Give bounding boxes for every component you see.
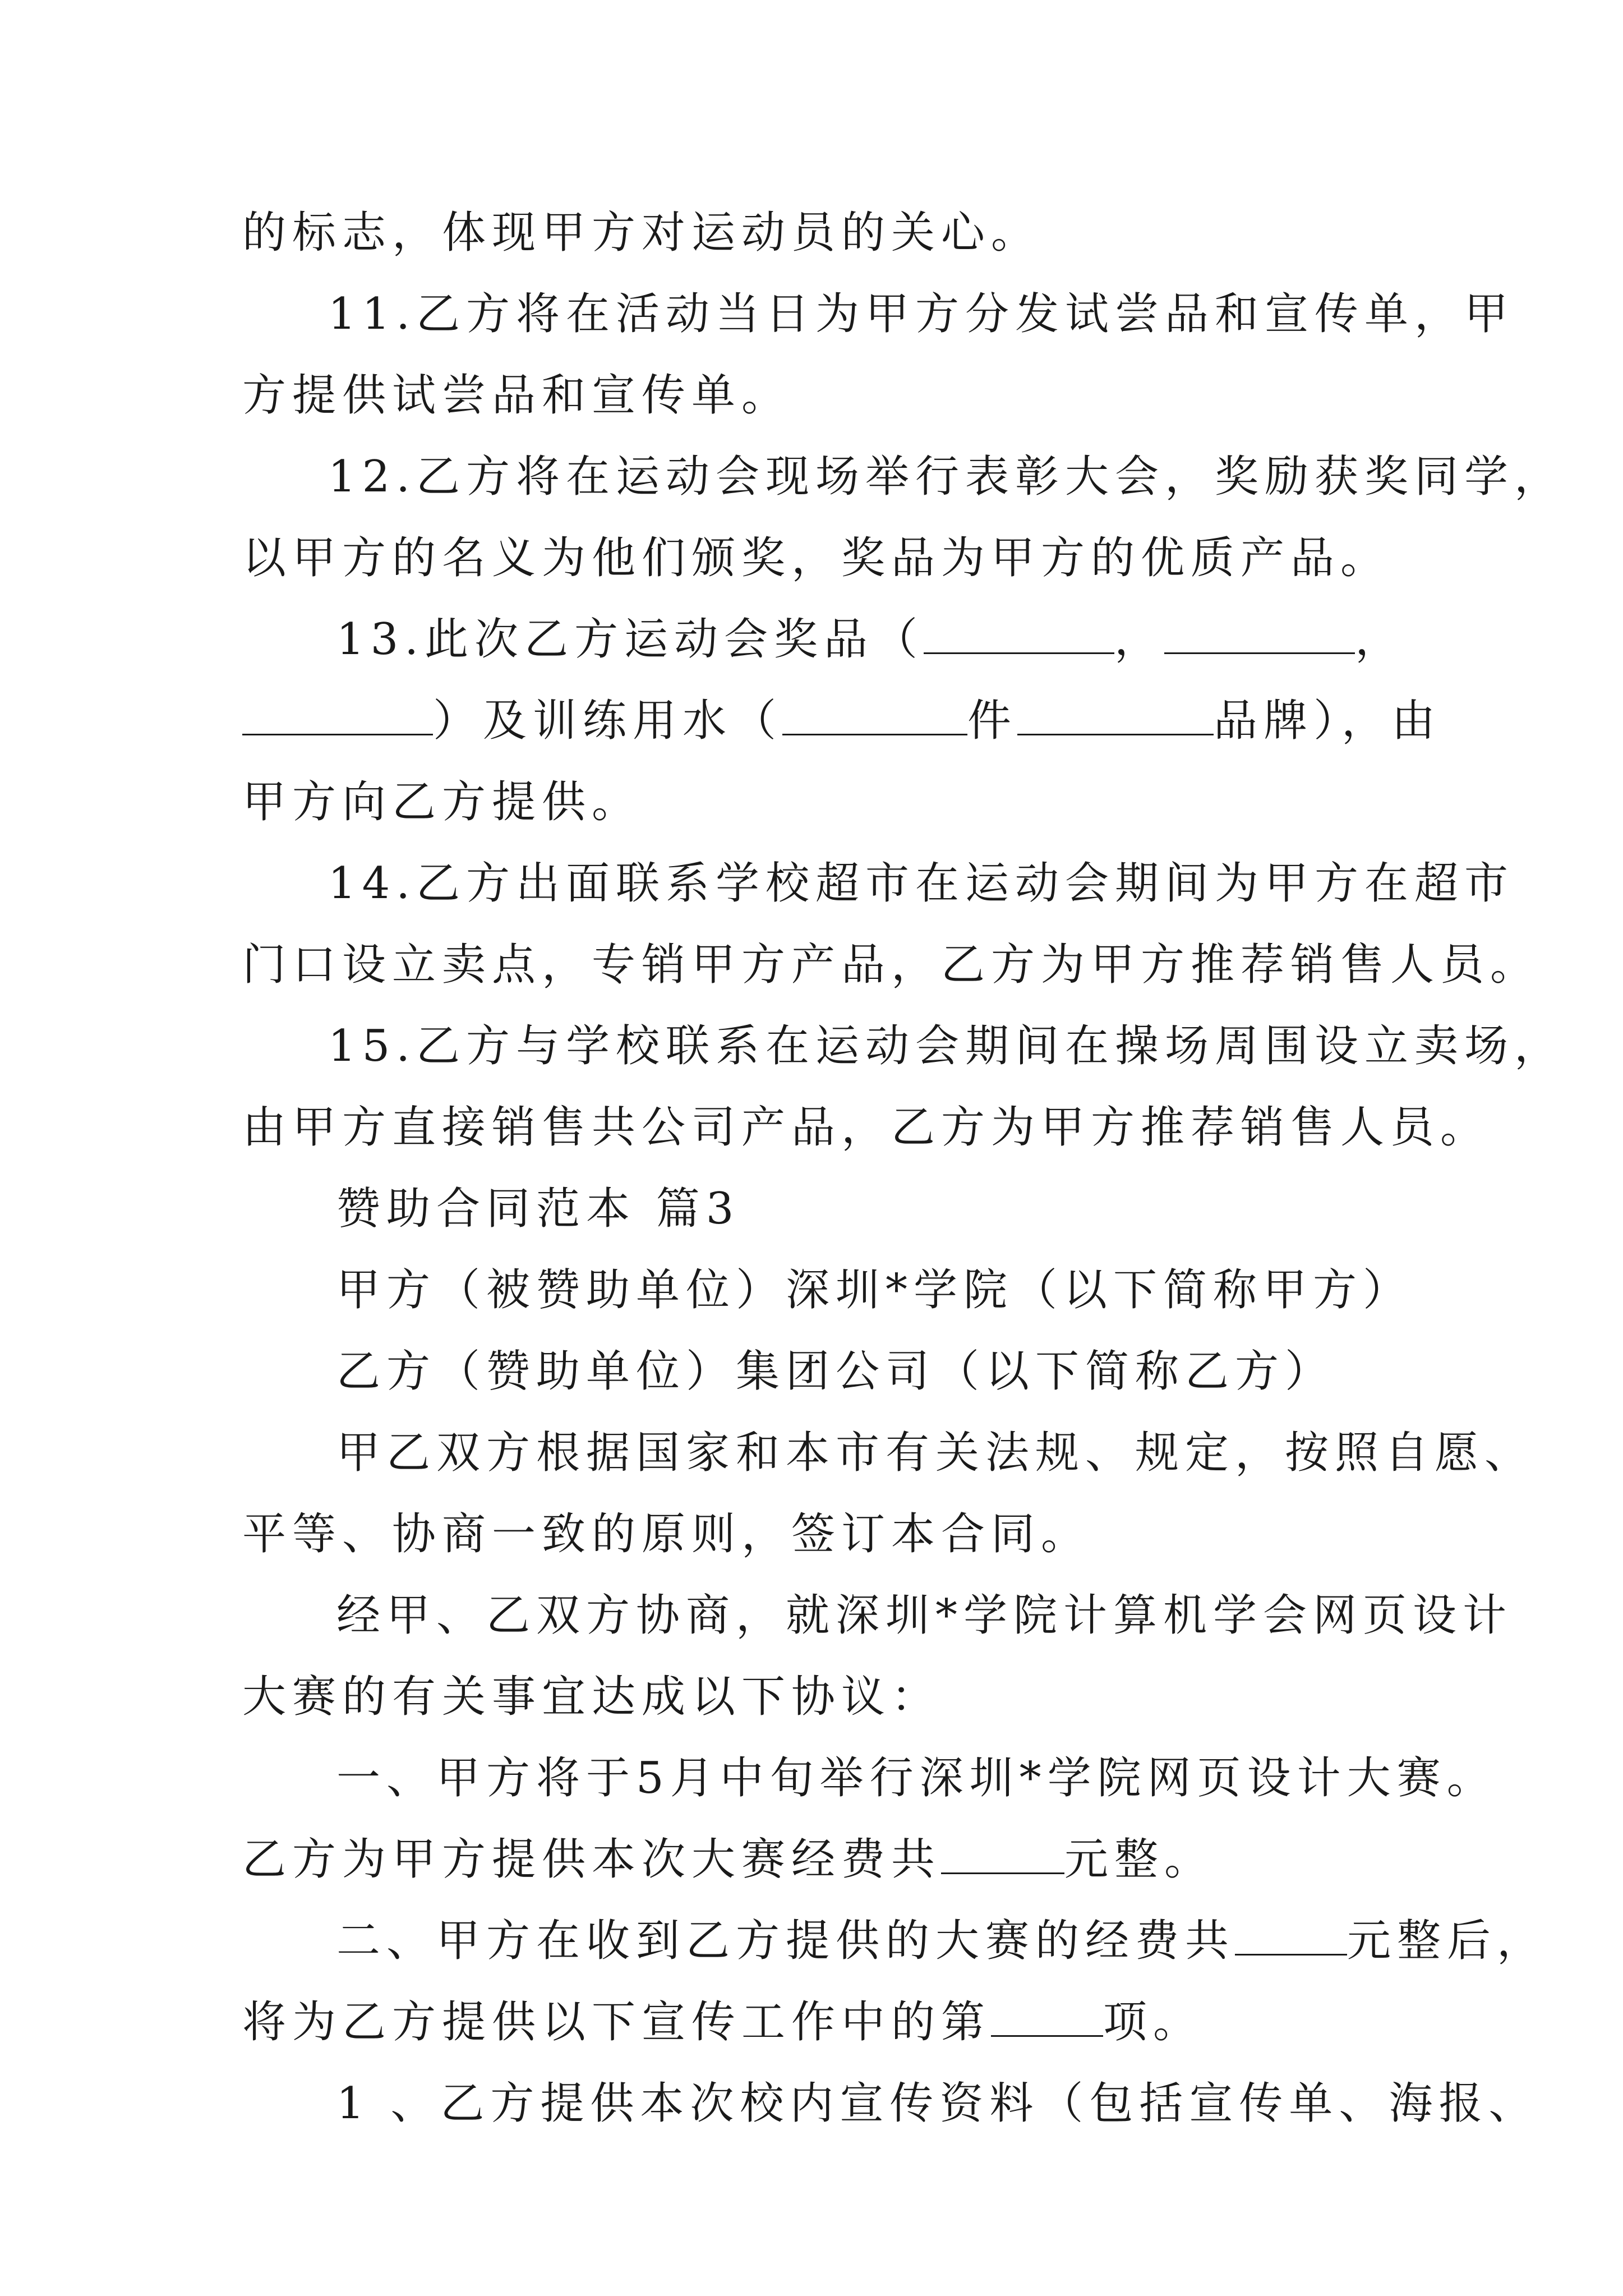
fill-in-blank <box>924 613 1114 654</box>
fill-in-blank <box>991 1996 1103 2037</box>
text-segment: 二、甲方在收到乙方提供的大赛的经费共 <box>336 1916 1235 1966</box>
text-segment: ， <box>1114 614 1165 665</box>
text-line-with-blanks <box>242 682 1441 760</box>
party-a-line: 甲方（被赞助单位）深圳*学院（以下简称甲方） <box>336 1265 1413 1315</box>
text-line: 经甲、乙双方协商，就深圳*学院计算机学会网页设计 <box>336 1590 1513 1641</box>
text-segment: 将为乙方提供以下宣传工作中的第 <box>242 1997 992 2047</box>
fill-in-blank <box>941 1833 1064 1874</box>
text-line: 甲乙双方根据国家和本市有关法规、规定，按照自愿、 <box>336 1428 1535 1478</box>
text-segment: 项。 <box>1103 1997 1204 2047</box>
text-line: 门口设立卖点，专销甲方产品，乙方为甲方推荐销售人员。 <box>242 940 1541 990</box>
text-line: 平等、协商一致的原则，签订本合同。 <box>242 1509 1091 1559</box>
text-line: 11.乙方将在活动当日为甲方分发试尝品和宣传单，甲 <box>328 289 1515 339</box>
party-b-line: 乙方（赞助单位）集团公司（以下简称乙方） <box>336 1346 1335 1397</box>
text-segment: 件 <box>967 696 1018 746</box>
text-line: 由甲方直接销售共公司产品，乙方为甲方推荐销售人员。 <box>242 1102 1491 1153</box>
text-line: 1 、乙方提供本次校内宣传资料（包括宣传单、海报、 <box>336 2078 1539 2129</box>
text-line-with-blanks <box>336 600 1405 679</box>
text-line: 的标志，体现甲方对运动员的关心。 <box>242 208 1041 258</box>
text-segment: 乙方为甲方提供本次大赛经费共 <box>242 1834 942 1885</box>
text-line-with-blanks <box>336 1902 1547 1980</box>
text-line: 甲方向乙方提供。 <box>242 777 642 827</box>
text-line-with-blanks <box>242 1983 1203 2062</box>
fill-in-blank <box>242 694 433 735</box>
text-line: 大赛的有关事宜达成以下协议： <box>242 1672 942 1722</box>
text-segment: ， <box>1355 614 1405 665</box>
fill-in-blank <box>782 694 967 735</box>
text-segment: 元整。 <box>1064 1834 1215 1885</box>
text-line-with-blanks <box>242 1820 1214 1899</box>
fill-in-blank <box>1235 1915 1347 1955</box>
text-line: 方提供试尝品和宣传单。 <box>242 370 792 421</box>
text-segment: 元整后， <box>1347 1916 1547 1966</box>
text-line: 一、甲方将于5月中旬举行深圳*学院网页设计大赛。 <box>336 1753 1497 1803</box>
text-segment: 品牌），由 <box>1214 696 1442 746</box>
text-segment: ）及训练用水（ <box>433 696 783 746</box>
text-line: 12.乙方将在运动会现场举行表彰大会，奖励获奖同学， <box>328 452 1565 502</box>
text-line: 15.乙方与学校联系在运动会期间在操场周围设立卖场， <box>328 1021 1565 1071</box>
text-segment: 13.此次乙方运动会奖品（ <box>336 614 924 665</box>
section-heading: 赞助合同范本 篇3 <box>336 1184 740 1234</box>
fill-in-blank <box>1017 694 1214 735</box>
text-line: 以甲方的名义为他们颁奖，奖品为甲方的优质产品。 <box>242 533 1391 583</box>
text-line: 14.乙方出面联系学校超市在运动会期间为甲方在超市 <box>328 858 1515 909</box>
fill-in-blank <box>1164 613 1355 654</box>
